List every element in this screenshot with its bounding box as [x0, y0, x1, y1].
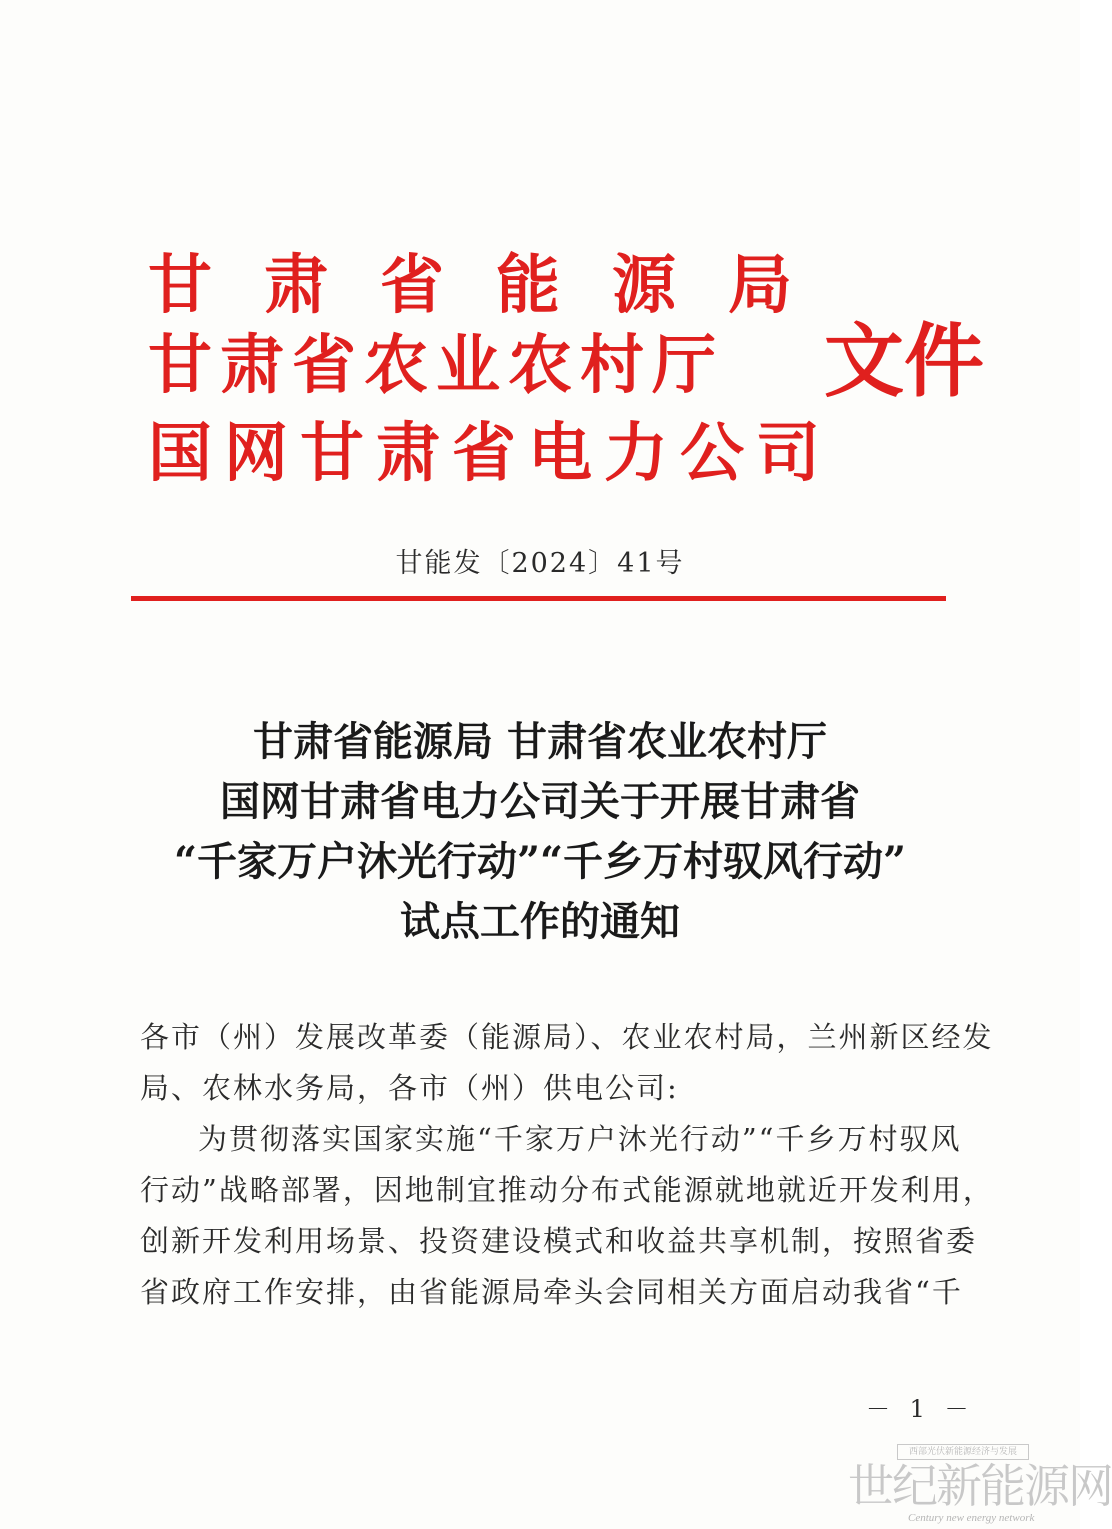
watermark-tagline: 西部光伏新能源经济与发展 — [897, 1444, 1029, 1460]
masthead-document-suffix: 文件 — [824, 314, 984, 408]
paragraph-line-3: 创新开发利用场景、投资建设模式和收益共享机制，按照省委 — [140, 1224, 978, 1258]
masthead-issuer-state-grid: 国网甘肃省电力公司 — [148, 416, 832, 491]
paragraph-line-2: 行动”战略部署，因地制宜推动分布式能源就地就近开发利用， — [140, 1173, 994, 1207]
document-number — [0, 544, 1080, 584]
title-line-1: 甘肃省能源局 甘肃省农业农村厅 — [253, 718, 827, 765]
watermark-english-name: Century new energy network — [908, 1512, 1035, 1524]
document-title — [0, 712, 1080, 952]
title-line-3: “千家万户沐光行动”“千乡万村驭风行动” — [173, 838, 907, 885]
page-number: － 1 － — [866, 1395, 975, 1423]
document-number-text: 甘能发〔2024〕41号 — [395, 548, 685, 579]
paragraph-line-4: 省政府工作安排，由省能源局牵头会同相关方面启动我省“千 — [140, 1275, 963, 1309]
site-watermark — [848, 1444, 1112, 1526]
red-divider-line — [131, 596, 946, 601]
masthead-issuer-energy-bureau: 甘肃省能源局 — [148, 248, 844, 323]
title-line-4: 试点工作的通知 — [400, 898, 680, 945]
addressee-line-1: 各市（州）发展改革委（能源局）、农业农村局，兰州新区经发 — [140, 1020, 994, 1054]
watermark-site-name: 世纪新能源网 — [848, 1459, 1112, 1513]
title-line-2: 国网甘肃省电力公司关于开展甘肃省 — [220, 778, 860, 825]
masthead-issuer-agriculture-dept: 甘肃省农业农村厅 — [148, 328, 724, 403]
paragraph-line-1: 为贯彻落实国家实施“千家万户沐光行动”“千乡万村驭风 — [198, 1122, 962, 1156]
document-body — [140, 1012, 994, 1318]
addressee-line-2: 局、农林水务局，各市（州）供电公司: — [140, 1071, 679, 1105]
